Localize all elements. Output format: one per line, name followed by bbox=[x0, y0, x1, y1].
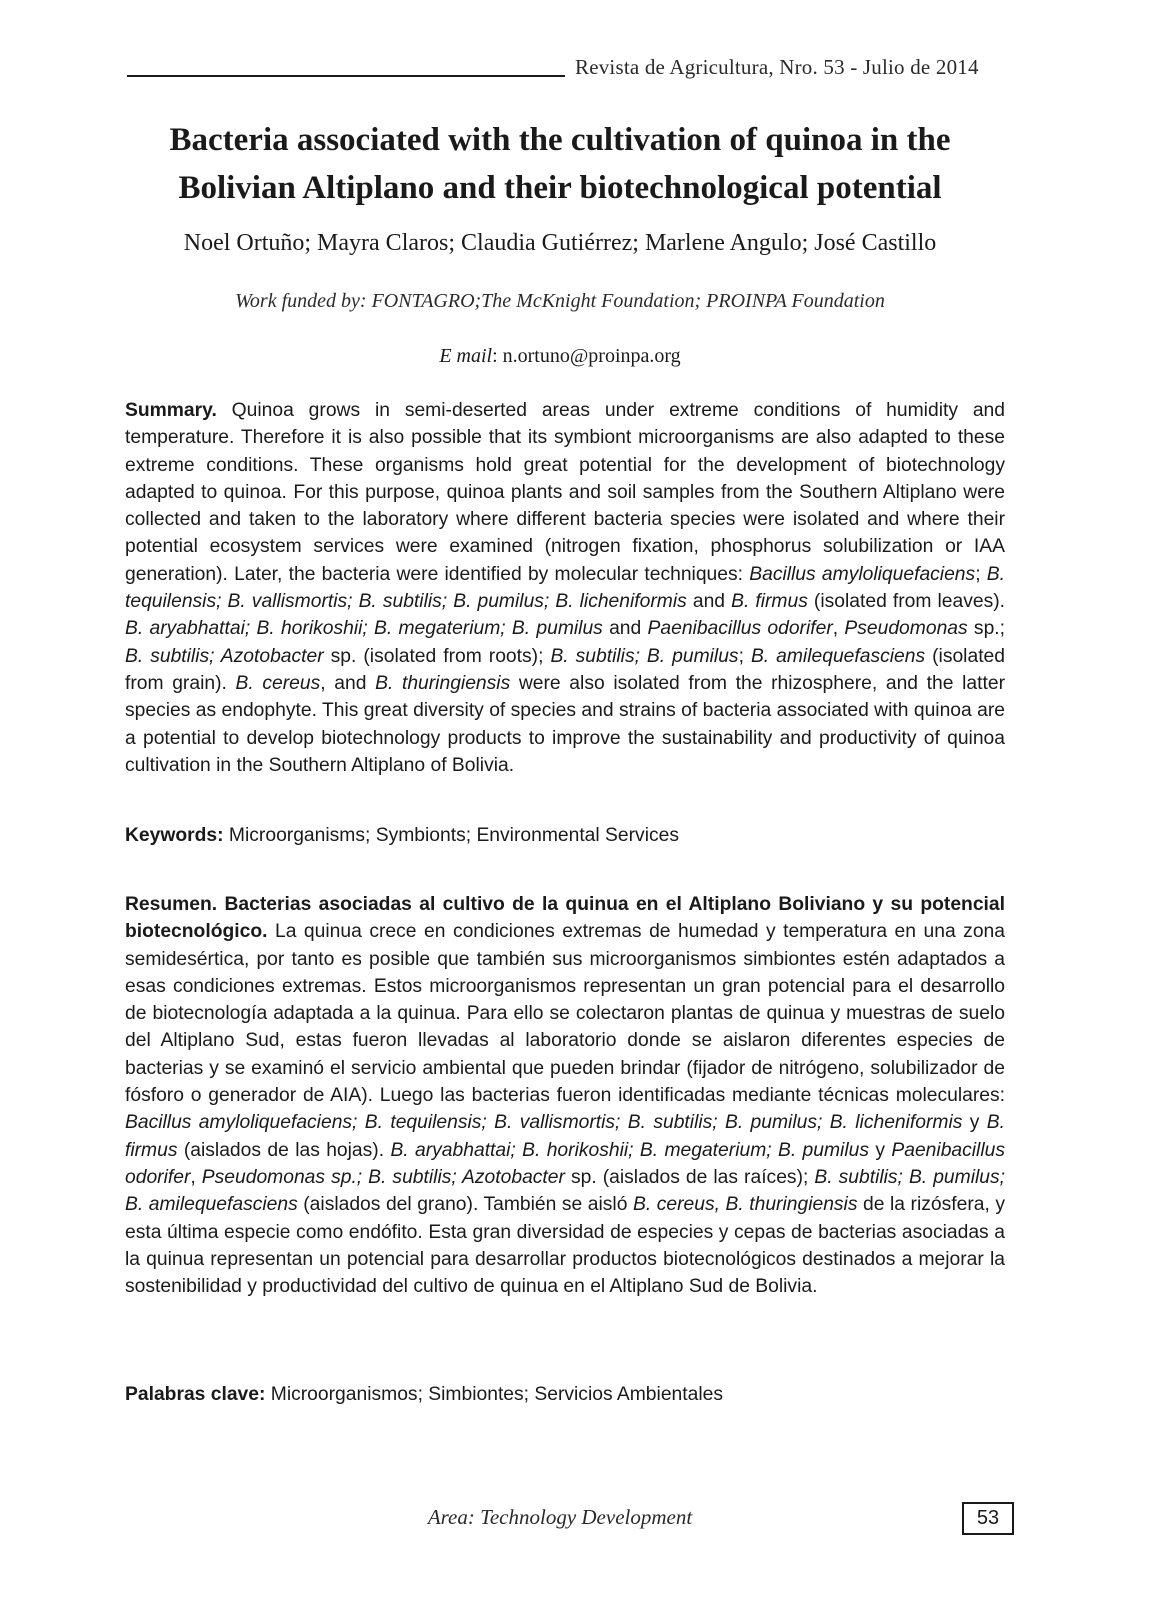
title-line-2: Bolivian Altiplano and their biotechnological potential bbox=[178, 170, 942, 206]
email-line bbox=[60, 345, 1060, 368]
species-name: B. aryabhattai; B. horikoshii; B. megaterium; B. pumilus bbox=[390, 1139, 869, 1161]
species-name: B. subtilis; B. pumilus; B. amilequefasciens bbox=[125, 1166, 1005, 1216]
keywords-line bbox=[125, 822, 1005, 849]
resumen-text: (aislados de las hojas). bbox=[177, 1139, 391, 1161]
palabras-clave-text: Microorganismos; Simbiontes; Servicios Ambientales bbox=[265, 1384, 723, 1405]
species-name: Bacillus amyloliquefaciens; B. tequilensis; B. vallismortis; B. subtilis; B. pumilus; B. licheniformis bbox=[125, 1112, 963, 1134]
species-name: B. tequilensis; B. vallismortis; B. subtilis; B. pumilus; B. licheniformis bbox=[125, 563, 1006, 613]
resumen-text: (aislados del grano). También se aisló bbox=[297, 1194, 633, 1216]
species-name: B. aryabhattai; B. horikoshii; B. megaterium; B. pumilus bbox=[125, 618, 603, 640]
species-name: B. subtilis; Azotobacter bbox=[125, 645, 324, 667]
resumen-text: , bbox=[190, 1166, 202, 1188]
resumen-text: La quinua crece en condiciones extremas de humedad y temperatura en una zona semidesértica, por tanto es posible que también sus microorganismos simbiontes estén adaptados a esas condiciones extremas. Estos microorganismos representan un gran potencial para el desarrollo de biotecnología adaptada a la quinua. Para ello se colectaron plantas de quinua y muestras de suelo del Altiplano Sud, estas fueron llevadas al laboratorio donde se aislaron diferentes especies de bacterias y se examinó el servicio ambiental que pueden brindar (fijador de nitrógeno, solubilizador de fósforo o generador de AIA). Luego las bacterias fueron identificadas mediante técnicas moleculares: bbox=[125, 921, 1005, 1107]
species-name: Pseudomonas bbox=[844, 618, 968, 640]
species-name: Pseudomonas sp.; B. subtilis; Azotobacter bbox=[201, 1166, 565, 1188]
keywords-text: Microorganisms; Symbionts; Environmental Services bbox=[223, 825, 679, 846]
summary-text: , and bbox=[320, 672, 376, 694]
resumen-label: Resumen. Bacterias asociadas al cultivo de la quinua en el Altiplano Boliviano y su potencial biotecnológico. bbox=[125, 894, 1005, 943]
summary-text: , bbox=[832, 618, 845, 640]
keywords-label: Keywords: bbox=[125, 825, 224, 846]
summary-text: (isolated from leaves). bbox=[807, 591, 1006, 613]
summary-paragraph bbox=[125, 397, 1005, 779]
species-name: Paenibacillus odorifer bbox=[647, 618, 833, 640]
species-name: B. firmus bbox=[125, 1112, 1005, 1161]
summary-text: ; bbox=[738, 645, 751, 667]
page-number: 53 bbox=[962, 1502, 1014, 1535]
email-address: : n.ortuno@proinpa.org bbox=[492, 345, 681, 367]
species-name: B. firmus bbox=[731, 591, 808, 613]
species-name: B. thuringiensis bbox=[375, 672, 511, 694]
summary-text: sp. (isolated from roots); bbox=[323, 645, 551, 667]
species-name: B. cereus bbox=[235, 672, 321, 694]
species-name: B. subtilis; B. pumilus bbox=[550, 645, 739, 667]
resumen-text: y bbox=[869, 1139, 892, 1161]
resumen-text: de la rizósfera, y esta última especie como endófito. Esta gran diversidad de especies y cepas de bacterias asociadas a la quinua representan un potencial para desarrollar productos biotecnológicos destinados a mejorar la sostenibilidad y productividad del cultivo de quinua en el Altiplano Sud de Bolivia. bbox=[125, 1194, 1005, 1298]
journal-header: Revista de Agricultura, Nro. 53 - Julio de 2014 bbox=[575, 55, 979, 79]
species-name: B. cereus, B. thuringiensis bbox=[632, 1194, 858, 1216]
summary-text: ; bbox=[975, 563, 987, 585]
summary-label: Summary. bbox=[125, 400, 217, 421]
summary-text: were also isolated from the rhizosphere, and the latter species as endophyte. This great diversity of species and strains of bacteria associated with quinoa are a potential to develop biotechnology products to improve the sustainability and productivity of quinoa cultivation in the Southern Altiplano of Bolivia. bbox=[125, 672, 1005, 776]
resumen-text: y bbox=[962, 1112, 987, 1134]
species-name: Bacillus amyloliquefaciens bbox=[749, 563, 976, 585]
species-name: B. amilequefasciens bbox=[750, 645, 926, 667]
summary-text: and bbox=[686, 591, 732, 613]
paper-title bbox=[60, 116, 1060, 212]
species-name: Paenibacillus odorifer bbox=[125, 1139, 1005, 1188]
summary-text: (isolated from grain). bbox=[125, 645, 1005, 694]
email-label: E mail bbox=[439, 345, 493, 367]
palabras-clave-label: Palabras clave: bbox=[125, 1384, 266, 1405]
summary-text: sp.; bbox=[967, 618, 1006, 640]
header-rule bbox=[127, 75, 565, 77]
title-line-1: Bacteria associated with the cultivation of quinoa in the bbox=[169, 122, 951, 158]
funding-line: Work funded by: FONTAGRO;The McKnight Foundation; PROINPA Foundation bbox=[235, 290, 885, 312]
summary-text: Quinoa grows in semi-deserted areas under extreme conditions of humidity and temperature. Therefore it is also possible that its symbiont microorganisms are also adapted to these extreme conditions. These organisms hold great potential for the development of biotechnology adapted to quinoa. For this purpose, quinoa plants and soil samples from the Southern Altiplano were collected and taken to the laboratory where different bacteria species were isolated and where their potential ecosystem services were examined (nitrogen fixation, phosphorus solubilization or IAA generation). Later, the bacteria were identified by molecular techniques: bbox=[125, 400, 1005, 585]
authors: Noel Ortuño; Mayra Claros; Claudia Gutiérrez; Marlene Angulo; José Castillo bbox=[183, 230, 937, 256]
summary-text: and bbox=[602, 618, 648, 640]
resumen-text: sp. (aislados de las raíces); bbox=[564, 1166, 815, 1188]
resumen-paragraph bbox=[125, 891, 1005, 1300]
palabras-clave-line bbox=[125, 1381, 1005, 1408]
footer-area: Area: Technology Development bbox=[427, 1505, 693, 1529]
